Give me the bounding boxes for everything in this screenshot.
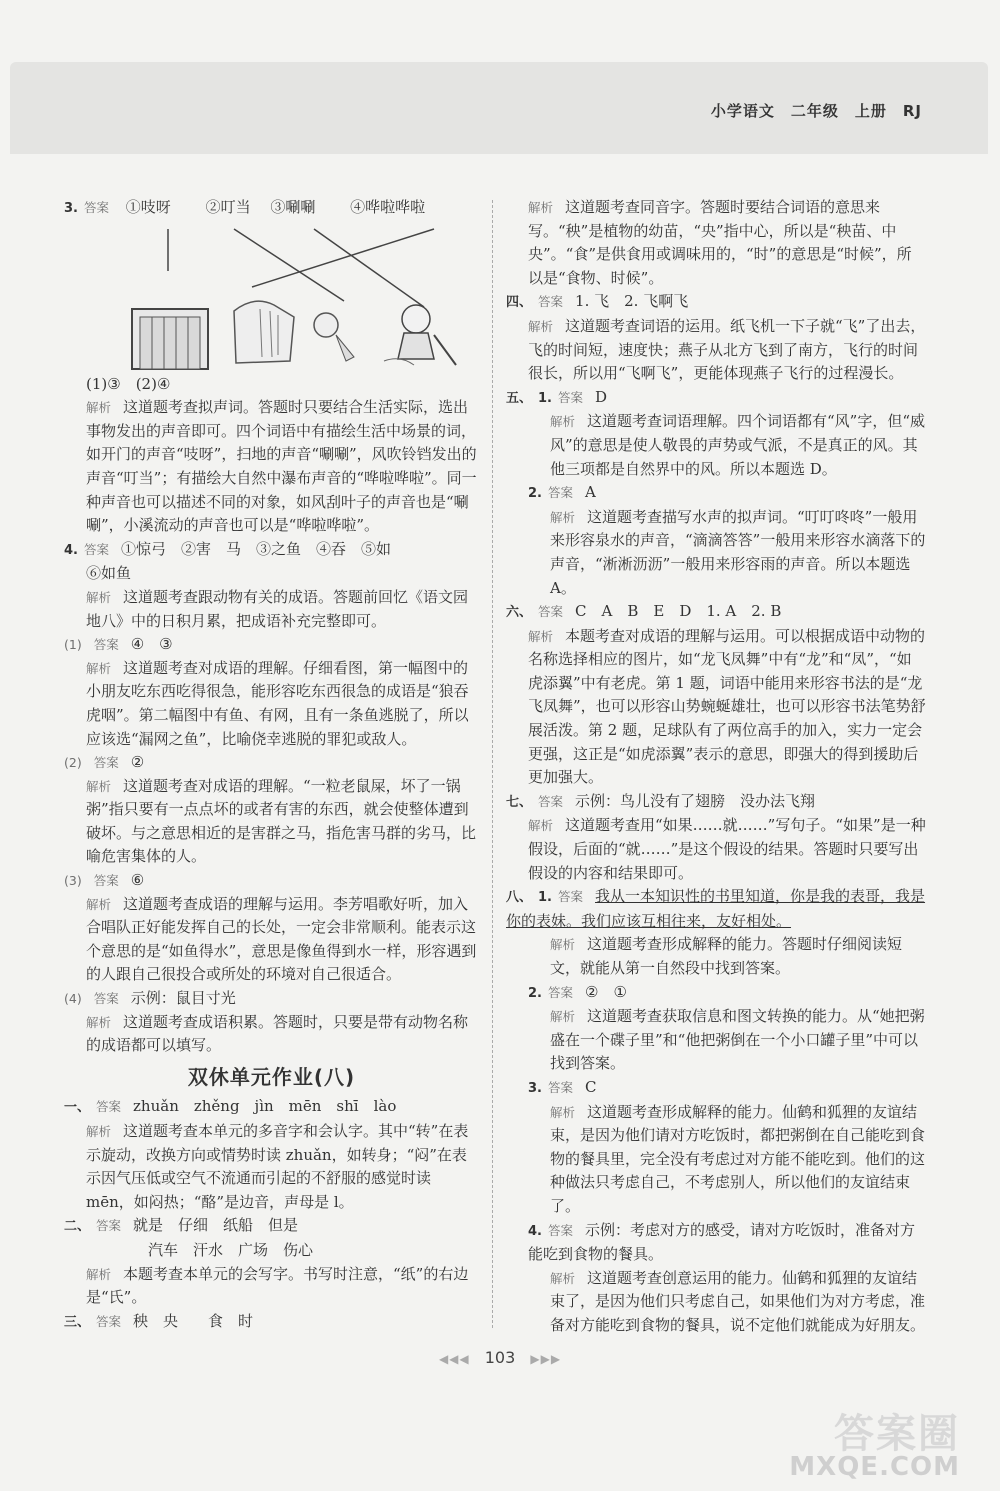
s2-answer: 二、 答案 就是 仔细 纸船 但是 [64, 1216, 299, 1235]
s8-item4-analysis: 解析 这道题考查创意运用的能力。仙鹤和狐狸的友谊结束了，是因为他们只考虑自己，如果他们为对方考虑，准备对方能吃到食物的餐具，说不定他们就能成为好朋友。 [550, 1268, 926, 1334]
s4-analysis: 解析 这道题考查词语的运用。纸飞机一下子就“飞”了出去，飞的时间短，速度快；燕子从北方飞到了南方，飞行的时间很长，所以用“飞啊飞”，更能体现燕子飞行的过程漫长。 [528, 316, 926, 383]
q4-sub3-analysis: 解析 这道题考查成语的理解与运用。李芳唱歌好听，加入合唱队正好能发挥自己的长处，一定会非常顺利。能表示这个意思的是“如鱼得水”，意思是像鱼得到水一样，形容遇到的人跟自己很投合或所处的环境对自己很适合。 [86, 894, 477, 984]
page-footer [0, 1348, 1000, 1367]
q4-sub1-answer: (1) 答案 ④ ③ [64, 635, 173, 654]
q4-answer-cont: ⑥如鱼 [86, 564, 132, 583]
s8-item1-answer: 八、 1. 答案 我从一本知识性的书里知道，你是我的表哥，我是你的表妹。我们应该互相往来，友好相处。 [506, 887, 926, 930]
s8-item3-analysis: 解析 这道题考查形成解释的能力。仙鹤和狐狸的友谊结束，是因为他们请对方吃饭时，都把粥倒在自己能吃到食物的餐具里，完全没有考虑过对方能不能吃到。他们的这种做法只考虑自己，不考虑别人，所以他们的友谊结束了。 [550, 1102, 926, 1215]
q3-word-1: ①吱呀 [125, 198, 171, 216]
s8-item3-answer: 3. 答案 C [528, 1077, 597, 1096]
prev-arrows-icon: ◀◀◀ [438, 1352, 470, 1366]
s3-analysis: 解析 这道题考查同音字。答题时要结合词语的意思来写。“秧”是植物的幼苗，“央”指中心，所以是“秧苗、中央”。“食”是供食用或调味用的，“时”的意思是“时候”，所以是“食物、时候”。 [528, 198, 912, 287]
watermark-logo: 答案圈 [834, 1411, 960, 1457]
q3-word-4: ④哗啦哗啦 [350, 198, 426, 216]
next-arrows-icon: ▶▶▶ [530, 1352, 562, 1366]
book-header: 小学语文 二年级 上册 RJ [710, 102, 922, 120]
section-title: 双休单元作业(八) [187, 1064, 356, 1089]
q3-word-3: ③唰唰 [270, 198, 316, 216]
s1-answer: 一、 答案 zhuǎn zhěng jìn mēn shī lào [64, 1097, 397, 1116]
q4-sub4-analysis: 解析 这道题考查成语积累。答题时，只要是带有动物名称的成语都可以填写。 [86, 1012, 469, 1055]
s2-answer-cont: 汽车 汗水 广场 伤心 [148, 1240, 314, 1259]
q4-analysis: 解析 这道题考查跟动物有关的成语。答题前回忆《语文园地八》中的日积月累，把成语补充完整即可。 [86, 587, 469, 630]
q3-picks: (1)③ (2)④ [86, 374, 171, 393]
q4-answer: 4. 答案 ①惊弓 ②害 马 ③之鱼 ④吞 ⑤如 [64, 539, 392, 558]
q4-sub4-answer: (4) 答案 示例：鼠目寸光 [64, 989, 236, 1008]
s5-item1-answer: 五、 1. 答案 D [506, 387, 608, 406]
s8-item2-analysis: 解析 这道题考查获取信息和图文转换的能力。从“她把粥盛在一个碟子里”和“他把粥倒在一个小口罐子里”中可以找到答案。 [550, 1007, 925, 1073]
q4-sub1-analysis: 解析 这道题考查对成语的理解。仔细看图，第一幅图中的小朋友吃东西吃得很急，能形容吃东西很急的成语是“狼吞虎咽”。第二幅图中有鱼、有网，且有一条鱼逃脱了，所以应该选“漏网之鱼”，比喻侥幸逃脱的罪犯或敌人。 [86, 658, 469, 748]
q4-sub2-analysis: 解析 这道题考查对成语的理解。“一粒老鼠屎，坏了一锅粥”指只要有一点点坏的或者有害的东西，就会使整体遭到破坏。与之意思相近的是害群之马，指危害马群的劣马，比喻危害集体的人。 [86, 776, 477, 866]
q3-word-2: ②叮当 [205, 198, 251, 216]
s6-analysis: 解析 本题考查对成语的理解与运用。可以根据成语中动物的名称选择相应的图片，如“龙飞凤舞”中有“龙”和“凤”，“如虎添翼”中有老虎。第 1 题，词语中能用来形容书法的是“龙飞凤舞”，也可以形容山势蜿蜒雄壮，也可以形容书法笔势舒展活泼。第 2 题，足球队有了两位高手的加入，实力一定会更强，这正是“如虎添翼”表示的意思，即强大的得到援助后更加强大。 [528, 626, 926, 787]
s7-answer: 七、 答案 示例：鸟儿没有了翅膀 没办法飞翔 [506, 791, 816, 810]
watermark-url: MXQE.COM [789, 1452, 960, 1482]
s4-answer: 四、 答案 1. 飞 2. 飞啊飞 [506, 292, 689, 311]
q4-sub3-answer: (3) 答案 ⑥ [64, 871, 145, 890]
q3-analysis: 解析 这道题考查拟声词。答题时只要结合生活实际，选出事物发出的声音即可。四个词语中有描绘生活中场景的词，如开门的声音“吱呀”，扫地的声音“唰唰”，风吹铃铛发出的声音“叮当”；有描绘大自然中瀑布声音的“哗啦哗啦”。同一种声音也可以描述不同的对象，如风刮叶子的声音也是“唰唰”，小溪流动的声音也可以是“哗啦哗啦”。 [86, 398, 477, 535]
column-divider [492, 200, 493, 1328]
s5-item2-analysis: 解析 这道题考查描写水声的拟声词。“叮叮咚咚”一般用来形容泉水的声音，“滴滴答答”一般用来形容水滴落下的声音，“淅淅沥沥”一般用来形容雨的声音。所以本题选 A。 [550, 507, 926, 597]
s8-item4-answer: 4. 答案 示例：考虑对方的感受，请对方吃饭时，准备对方能吃到食物的餐具。 [528, 1220, 916, 1264]
q3-answer: 3. 答案 ①吱呀 ②叮当 ③唰唰 ④哗啦哗啦 [64, 198, 426, 216]
matching-illustration [64, 225, 479, 371]
q4-sub2-answer: (2) 答案 ② [64, 753, 145, 772]
s5-item2-answer: 2. 答案 A [528, 483, 596, 502]
matching-lines [64, 225, 479, 371]
page-number: 103 [484, 1348, 516, 1367]
s8-item1-analysis: 解析 这道题考查形成解释的能力。答题时仔细阅读短文，就能从第一自然段中找到答案。 [550, 935, 903, 977]
s8-item2-answer: 2. 答案 ② ① [528, 982, 627, 1001]
left-column [64, 196, 479, 1334]
s6-answer: 六、 答案 C A B E D 1. A 2. B [506, 602, 782, 621]
s5-item1-analysis: 解析 这道题考查词语理解。四个词语都有“风”字，但“威风”的意思是使人敬畏的声势或气派，不是真正的风。其他三项都是自然界中的风。所以本题选 D。 [550, 412, 926, 478]
s3-answer: 三、 答案 秧 央 食 时 [64, 1311, 254, 1330]
s2-analysis: 解析 本题考查本单元的会写字。书写时注意，“纸”的右边是“氏”。 [86, 1264, 469, 1307]
right-column [506, 196, 926, 1338]
s7-analysis: 解析 这道题考查用“如果……就……”写句子。“如果”是一种假设，后面的“就……”是这个假设的结果。答题时只要写出假设的内容和结果即可。 [528, 816, 926, 882]
s1-analysis: 解析 这道题考查本单元的多音字和会认字。其中“转”在表示旋动，改换方向或情势时读 zhuǎn，如转身；“闷”在表示因气压低或空气不流通而引起的不舒服的感觉时读 mēn，如闷热；“酪”是边音，声母是 l。 [86, 1122, 469, 1211]
